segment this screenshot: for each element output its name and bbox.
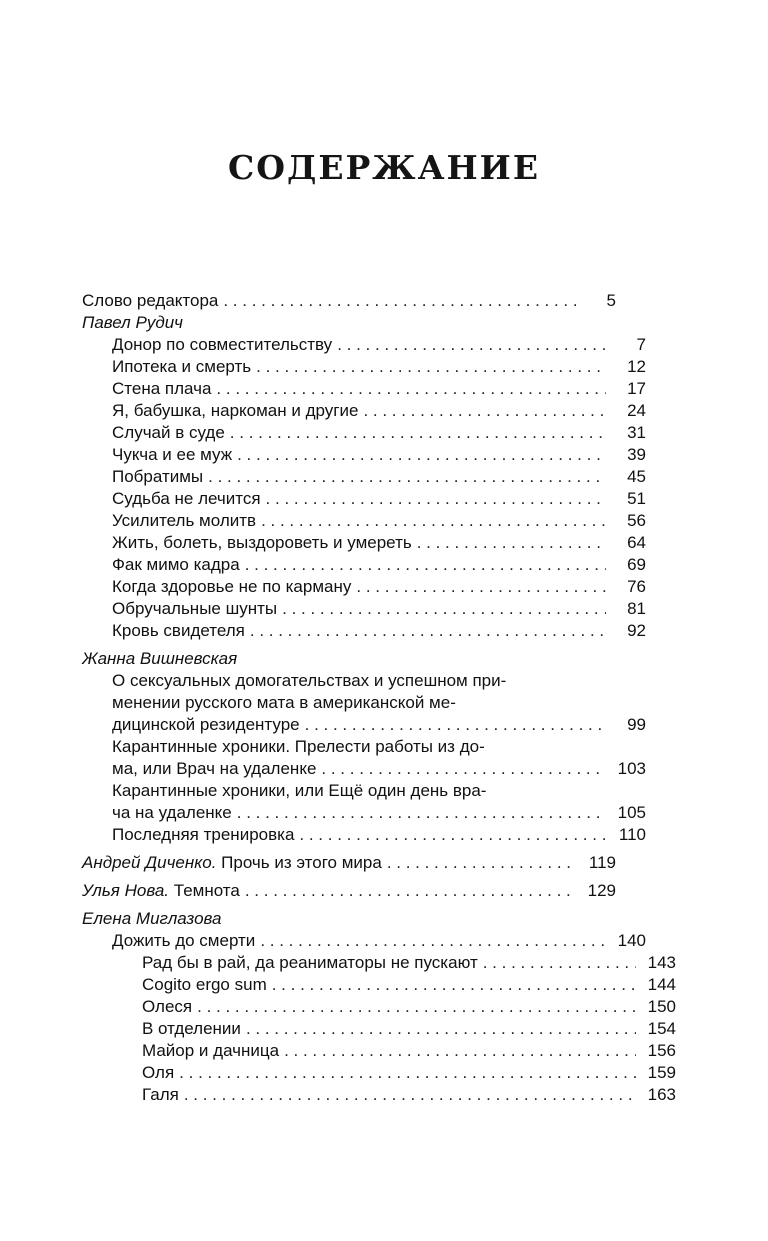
entry-title: Олеся	[142, 997, 193, 1016]
entry-title-line[interactable]: О сексуальных домогательствах и успешном при-	[112, 671, 507, 690]
page-number: 17	[627, 379, 646, 398]
toc-entry[interactable]	[82, 620, 646, 642]
dot-leader	[197, 996, 636, 1018]
toc-entry[interactable]	[82, 400, 646, 422]
page-number: 5	[606, 291, 616, 310]
dot-leader	[237, 444, 606, 466]
toc-entry-editor[interactable]	[82, 290, 616, 312]
toc-entry-dichenko[interactable]	[82, 852, 616, 874]
entry-title: Оля	[142, 1063, 175, 1082]
entry-title: Рад бы в рай, да реаниматоры не пускают	[142, 953, 478, 972]
toc-entry[interactable]	[82, 598, 646, 620]
entry-title: Случай в суде	[112, 423, 225, 442]
author-name: Павел Рудич	[82, 313, 183, 332]
toc-entry[interactable]	[82, 952, 676, 974]
dot-leader	[337, 334, 606, 356]
author-name: Улья Нова.	[82, 881, 170, 900]
entry-title: Усилитель молитв	[112, 511, 257, 530]
page-number: 24	[627, 401, 646, 420]
dot-leader	[208, 466, 606, 488]
dot-leader	[230, 422, 606, 444]
entry-title: Чукча и ее муж	[112, 445, 233, 464]
entry-title: Побратимы	[112, 467, 204, 486]
entry-title-line[interactable]: Карантинные хроники, или Ещё один день вра-	[112, 781, 487, 800]
dot-leader	[237, 802, 606, 824]
dot-leader	[356, 576, 606, 598]
page-number: 92	[627, 621, 646, 640]
toc-entry[interactable]	[82, 714, 646, 736]
dot-leader	[246, 1018, 636, 1040]
entry-title: Судьба не лечится	[112, 489, 261, 508]
toc-entry[interactable]	[82, 334, 646, 356]
dot-leader	[483, 952, 636, 974]
page-number: 31	[627, 423, 646, 442]
entry-title: Слово редактора	[82, 291, 219, 310]
dot-leader	[284, 1040, 636, 1062]
entry-title: Дожить до смерти	[112, 931, 256, 950]
entry-title: Я, бабушка, наркоман и другие	[112, 401, 359, 420]
page-number: 150	[647, 997, 676, 1016]
page-number: 143	[647, 953, 676, 972]
dot-leader	[321, 758, 606, 780]
entry-title-line[interactable]: Карантинные хроники. Прелести работы из до-	[112, 737, 485, 756]
entry-title: Галя	[142, 1085, 179, 1104]
entry-title: Фак мимо кадра	[112, 555, 240, 574]
dot-leader	[245, 554, 606, 576]
dot-leader	[282, 598, 606, 620]
toc-entry[interactable]	[82, 488, 646, 510]
toc-entry[interactable]	[82, 554, 646, 576]
toc-entry[interactable]	[82, 758, 646, 780]
dot-leader	[387, 852, 576, 874]
page-title: СОДЕРЖАНИЕ	[227, 148, 540, 187]
entry-title: Майор и дачница	[142, 1041, 280, 1060]
entry-title: Последняя тренировка	[112, 825, 295, 844]
page-number: 51	[627, 489, 646, 508]
page-number: 99	[627, 715, 646, 734]
dot-leader	[299, 824, 606, 846]
page-number: 154	[647, 1019, 676, 1038]
table-of-contents	[82, 290, 676, 1106]
entry-title: Обручальные шунты	[112, 599, 278, 618]
page-number: 140	[617, 931, 646, 950]
toc-entry[interactable]	[82, 532, 646, 554]
toc-entry[interactable]	[82, 974, 676, 996]
toc-entry[interactable]	[82, 930, 646, 952]
dot-leader	[256, 356, 606, 378]
entry-title: Когда здоровье не по карману	[112, 577, 352, 596]
toc-entry[interactable]	[82, 824, 646, 846]
page-number: 69	[627, 555, 646, 574]
toc-entry[interactable]	[82, 466, 646, 488]
page-number: 119	[588, 853, 616, 872]
page-number: 129	[587, 881, 616, 900]
toc-entry[interactable]	[82, 422, 646, 444]
entry-title: Cogito ergo sum	[142, 975, 267, 994]
toc-entry[interactable]	[82, 1062, 676, 1084]
page-number: 39	[627, 445, 646, 464]
toc-entry[interactable]	[82, 444, 646, 466]
entry-title: Жить, болеть, выздороветь и умереть	[112, 533, 412, 552]
entry-title: Прочь из этого мира	[221, 853, 382, 872]
entry-title: Стена плача	[112, 379, 212, 398]
page-number: 76	[627, 577, 646, 596]
page-number: 105	[617, 803, 646, 822]
dot-leader	[305, 714, 606, 736]
author-name: Елена Миглазова	[82, 909, 222, 928]
toc-entry[interactable]	[82, 1084, 676, 1106]
entry-title: ма, или Врач на удаленке	[112, 759, 317, 778]
toc-entry[interactable]	[82, 356, 646, 378]
page-number: 159	[647, 1063, 676, 1082]
page-number: 56	[627, 511, 646, 530]
toc-entry[interactable]	[82, 802, 646, 824]
entry-title: Ипотека и смерть	[112, 357, 252, 376]
dot-leader	[260, 930, 606, 952]
dot-leader	[223, 290, 576, 312]
page-number: 103	[617, 759, 646, 778]
entry-title-line[interactable]: менении русского мата в американской ме-	[112, 693, 456, 712]
entry-title: дицинской резидентуре	[112, 715, 300, 734]
page-number: 45	[627, 467, 646, 486]
dot-leader	[245, 880, 576, 902]
page-number: 12	[627, 357, 646, 376]
author-name: Жанна Вишневская	[82, 649, 238, 668]
dot-leader	[266, 488, 606, 510]
dot-leader	[184, 1084, 636, 1106]
toc-entry[interactable]	[82, 1018, 676, 1040]
toc-entry[interactable]	[82, 576, 646, 598]
dot-leader	[179, 1062, 636, 1084]
page-number: 144	[647, 975, 676, 994]
dot-leader	[250, 620, 606, 642]
page-number: 163	[647, 1085, 676, 1104]
entry-title: Темнота	[173, 881, 240, 900]
dot-leader	[272, 974, 636, 996]
entry-title: ча на удаленке	[112, 803, 232, 822]
entry-title: В отделении	[142, 1019, 241, 1038]
toc-entry-nova[interactable]	[82, 880, 616, 902]
dot-leader	[417, 532, 606, 554]
toc-entry[interactable]	[82, 996, 676, 1018]
page-number: 7	[636, 335, 646, 354]
toc-entry[interactable]	[82, 510, 646, 532]
page-number: 156	[647, 1041, 676, 1060]
author-name: Андрей Диченко.	[82, 853, 217, 872]
dot-leader	[216, 378, 606, 400]
entry-title: Кровь свидетеля	[112, 621, 245, 640]
entry-title: Донор по совместительству	[112, 335, 333, 354]
toc-entry[interactable]	[82, 378, 646, 400]
page-number: 81	[627, 599, 646, 618]
dot-leader	[261, 510, 606, 532]
dot-leader	[363, 400, 606, 422]
page-number: 110	[618, 825, 646, 844]
page-number: 64	[627, 533, 646, 552]
toc-entry[interactable]	[82, 1040, 676, 1062]
